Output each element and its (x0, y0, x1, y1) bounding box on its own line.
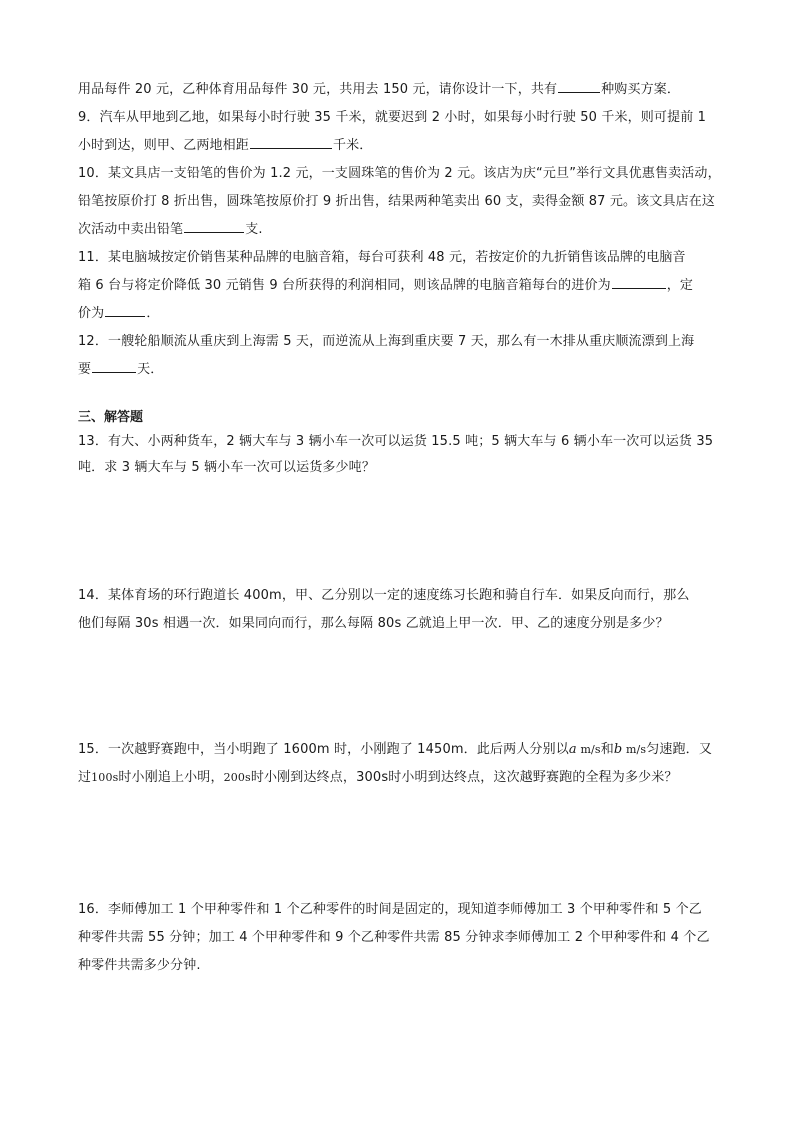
worksheet-page (78, 76, 728, 980)
answer-blank-q11-price[interactable] (105, 301, 145, 317)
question-11-line-1: 11．某电脑城按定价销售某种品牌的电脑音箱，每台可获利 48 元，若按定价的九折销售该品牌的电脑音 (78, 250, 686, 265)
question-9-line-1: 9．汽车从甲地到乙地，如果每小时行驶 35 千米，就要迟到 2 小时，如果每小时行驶 50 千米，则可提前 1 (78, 110, 707, 125)
question-12-line-1: 12．一艘轮船顺流从重庆到上海需 5 天，而逆流从上海到重庆要 7 天，那么有一木排从重庆顺流漂到上海 (78, 334, 695, 349)
answer-blank-q12[interactable] (92, 357, 136, 373)
time-100s: 100s (91, 771, 119, 784)
variable-b: b (613, 742, 623, 757)
time-300s: 300s (356, 770, 389, 785)
question-10-line-3: 次活动中卖出铅笔 支. (78, 216, 728, 244)
question-12-line-2: 要 天． (78, 356, 728, 384)
question-10-line-1: 10．某文具店一支铅笔的售价为 1.2 元，一支圆珠笔的售价为 2 元。该店为庆“元旦”举行文具优惠售卖活动， (78, 166, 721, 181)
unit-ms-2: m/s (622, 743, 647, 756)
question-13-line-2: 吨．求 3 辆大车与 5 辆小车一次可以运货多少吨？ (78, 460, 375, 475)
variable-a: a (568, 742, 577, 757)
question-14-line-1: 14．某体育场的环行跑道长 400m，甲、乙分别以一定的速度练习长跑和骑自行车．如果反向而行，那么 (78, 588, 690, 603)
answer-blank-q9[interactable] (250, 133, 332, 149)
question-14-line-2: 他们每隔 30s 相遇一次．如果同向而行，那么每隔 80s 乙就追上甲一次．甲、乙的速度分别是多少？ (78, 616, 669, 631)
question-16-line-3: 种零件共需多少分钟. (78, 958, 201, 973)
answer-space-q13[interactable] (78, 482, 728, 582)
unit-ms-1: m/s (576, 743, 601, 756)
question-8-continuation: 用品每件 20 元，乙种体育用品每件 30 元，共用去 150 元，请你设计一下，共有 种购买方案． (78, 76, 728, 104)
question-13-line-1: 13．有大、小两种货车，2 辆大车与 3 辆小车一次可以运货 15.5 吨；5 辆大车与 6 辆小车一次可以运货 35 (78, 434, 714, 449)
answer-space-q15[interactable] (78, 792, 728, 896)
section-title-answer-questions: 三、解答题 (78, 410, 144, 425)
question-11-line-3: 价为 ． (78, 300, 728, 328)
question-9-line-2: 小时到达，则甲、乙两地相距 千米． (78, 132, 728, 160)
answer-blank-q10[interactable] (184, 217, 244, 233)
answer-blank-q11-cost[interactable] (612, 273, 666, 289)
question-11-line-2: 箱 6 台与将定价降低 30 元销售 9 台所获得的利润相同，则该品牌的电脑音箱每台的进价为 ，定 (78, 272, 728, 300)
time-200s: 200s (223, 771, 251, 784)
question-15-line-1: 15．一次越野赛跑中，当小明跑了 1600m 时，小刚跑了 1450m．此后两人分别以a m/s和b m/s匀速跑．又 (78, 742, 712, 757)
answer-blank-q8[interactable] (558, 77, 600, 93)
answer-space-q14[interactable] (78, 638, 728, 736)
question-15-line-2: 过100s时小刚追上小明，200s时小刚到达终点，300s时小明到达终点，这次越野赛跑的全程为多少米？ (78, 770, 678, 785)
question-10-line-2: 铅笔按原价打 8 折出售，圆珠笔按原价打 9 折出售，结果两种笔卖出 60 支，卖得金额 87 元。该文具店在这 (78, 194, 716, 209)
question-16-line-1: 16．李师傅加工 1 个甲种零件和 1 个乙种零件的时间是固定的，现知道李师傅加工 3 个甲种零件和 5 个乙 (78, 902, 702, 917)
question-16-line-2: 种零件共需 55 分钟；加工 4 个甲种零件和 9 个乙种零件共需 85 分钟求李师傅加工 2 个甲种零件和 4 个乙 (78, 930, 710, 945)
